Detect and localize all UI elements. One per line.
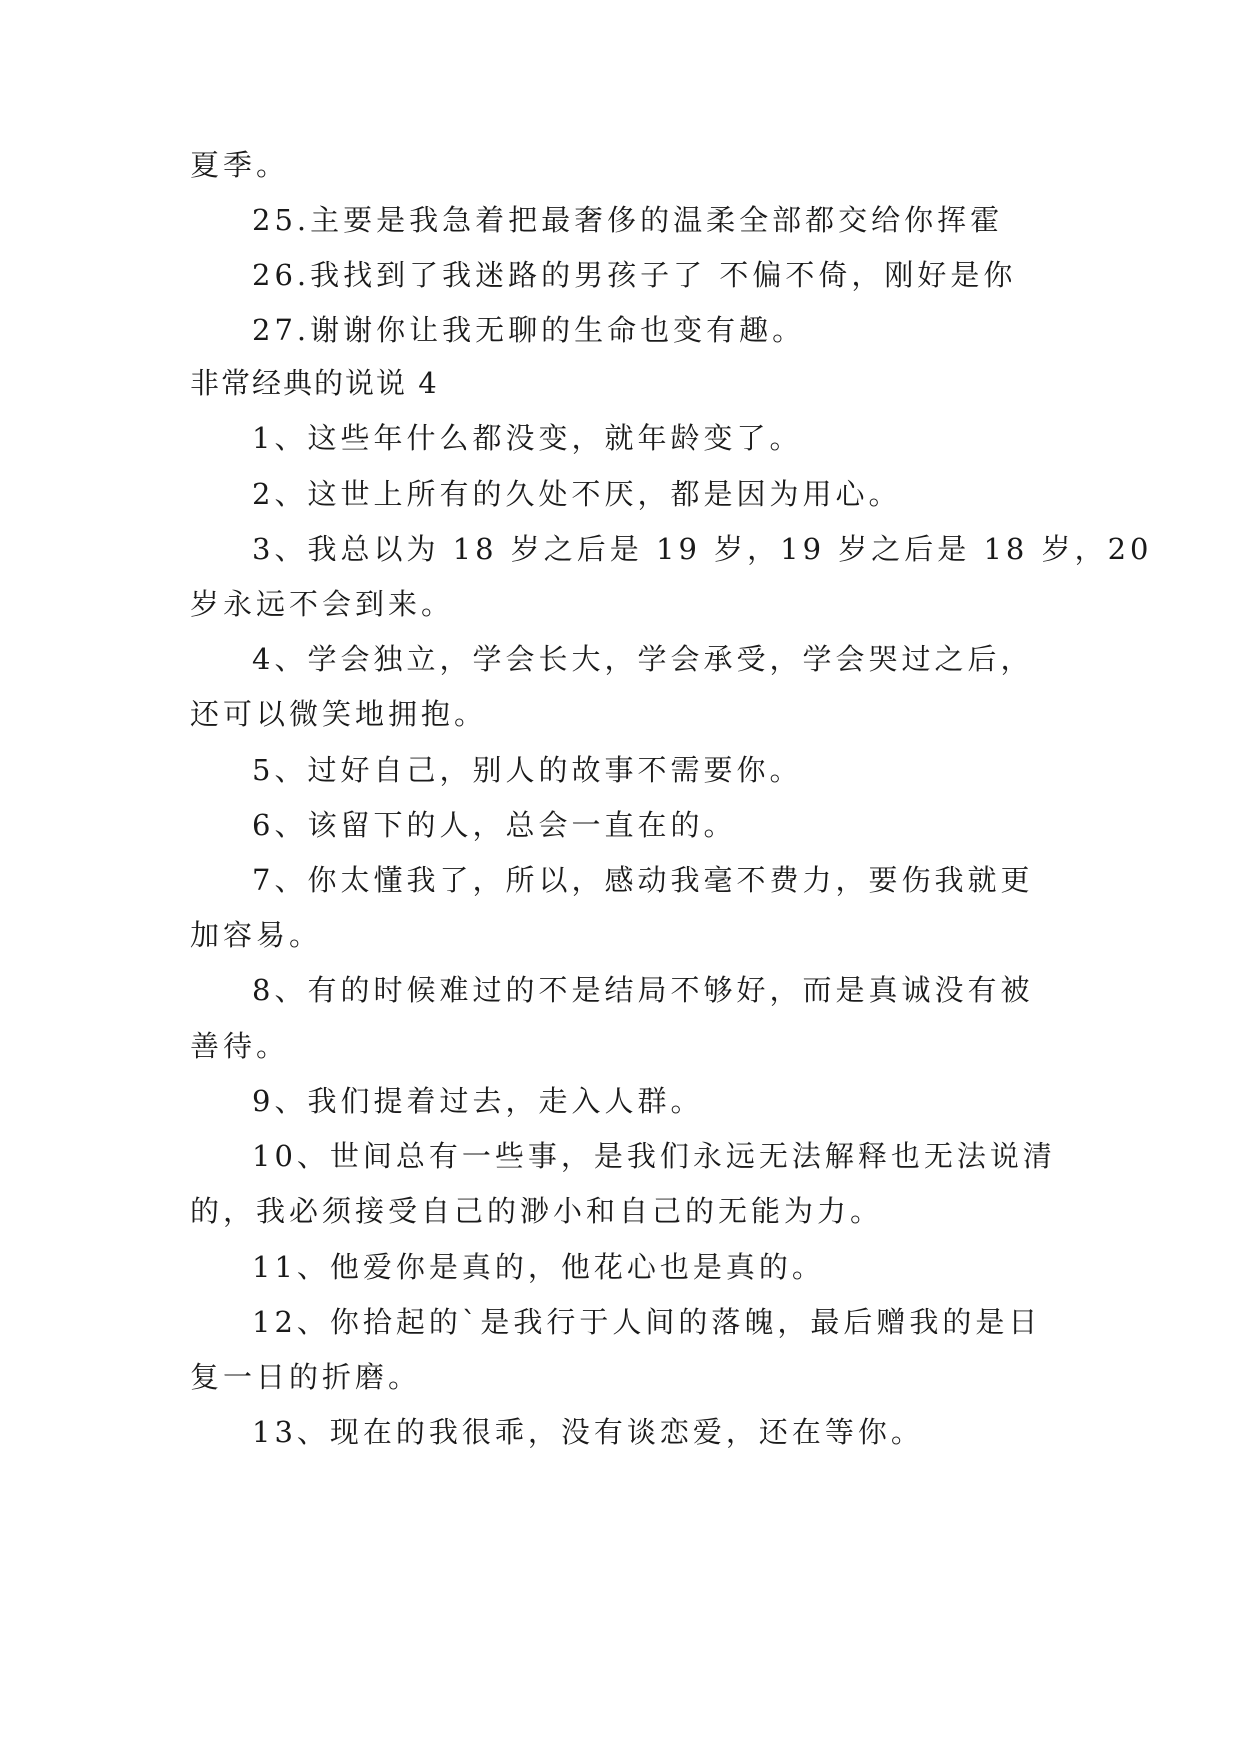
text-line: 1、这些年什么都没变，就年龄变了。 [252, 421, 803, 455]
section-heading: 非常经典的说说 4 [190, 366, 439, 400]
text-line: 岁永远不会到来。 [190, 587, 455, 621]
text-line: 11、他爱你是真的，他花心也是真的。 [252, 1250, 825, 1284]
text-line: 还可以微笑地拥抱。 [190, 697, 488, 731]
text-line: 10、世间总有一些事，是我们永远无法解释也无法说清 [252, 1139, 1056, 1173]
text-line: 25.主要是我急着把最奢侈的温柔全部都交给你挥霍 [252, 203, 1004, 237]
text-line: 2、这世上所有的久处不厌，都是因为用心。 [252, 477, 902, 511]
text-line: 5、过好自己，别人的故事不需要你。 [252, 753, 803, 787]
text-line: 13、现在的我很乖，没有谈恋爱，还在等你。 [252, 1415, 924, 1449]
text-line: 夏季。 [190, 148, 290, 182]
text-line: 3、我总以为 18 岁之后是 19 岁，19 岁之后是 18 岁，20 [252, 532, 1153, 566]
text-line: 8、有的时候难过的不是结局不够好，而是真诚没有被 [252, 973, 1034, 1007]
text-line: 27.谢谢你让我无聊的生命也变有趣。 [252, 313, 806, 347]
text-line: 加容易。 [190, 918, 323, 952]
text-line: 7、你太懂我了，所以，感动我毫不费力，要伤我就更 [252, 863, 1034, 897]
text-line: 复一日的折磨。 [190, 1360, 422, 1394]
text-line: 9、我们提着过去，走入人群。 [252, 1084, 704, 1118]
text-line: 26.我找到了我迷路的男孩子了 不偏不倚，刚好是你 [252, 258, 1017, 292]
text-line: 6、该留下的人，总会一直在的。 [252, 808, 737, 842]
text-line: 善待。 [190, 1029, 290, 1063]
text-line: 的，我必须接受自己的渺小和自己的无能为力。 [190, 1194, 884, 1228]
text-line: 4、学会独立，学会长大，学会承受，学会哭过之后， [252, 642, 1034, 676]
text-line: 12、你拾起的`是我行于人间的落魄，最后赠我的是日 [252, 1305, 1042, 1339]
